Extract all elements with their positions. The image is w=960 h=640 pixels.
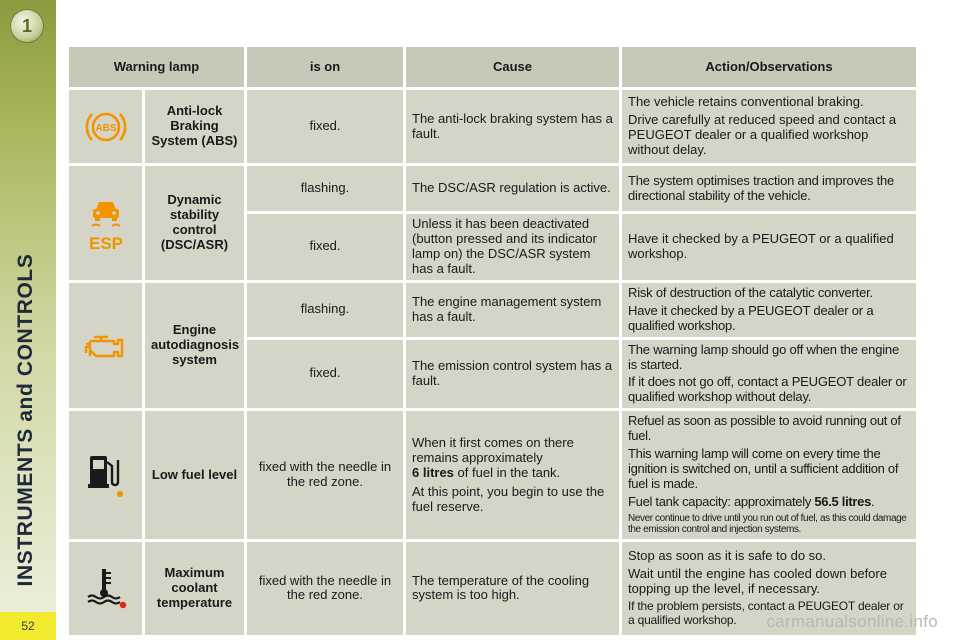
coolant-temperature-icon	[82, 567, 130, 609]
chapter-title: INSTRUMENTS and CONTROLS	[14, 253, 37, 587]
warning-lamp-table	[66, 44, 919, 638]
engine-icon-cell	[68, 281, 144, 410]
abs-icon-cell	[68, 89, 144, 165]
table-row-engine-flashing	[68, 281, 918, 338]
dsc-flashing-action-line-1: The system optimises traction and improves the directional stability of the vehicle.	[628, 172, 895, 203]
esp-warning-icon	[85, 194, 127, 252]
coolant-action-line-1: Stop as soon as it is safe to do so.	[628, 548, 827, 564]
dsc-fixed-cause: Unless it has been deactivated (button pressed and its indicator lamp on) the DSC/ASR system has a fault.	[405, 213, 621, 282]
fuel-cause-para-2: At this point, you begin to use the fuel reserve.	[412, 483, 605, 514]
fuel-capacity-end: .	[871, 494, 875, 509]
fuel-capacity-label: Fuel tank capacity: approximately	[628, 494, 812, 509]
engine-lamp-name: Engine autodiagnosis system	[144, 281, 246, 410]
coolant-icon-cell	[68, 540, 144, 636]
engine-fixed-action-line-1: The warning lamp should go off when the engine is started.	[628, 341, 899, 372]
abs-warning-icon	[84, 107, 128, 147]
table-row-abs	[68, 89, 918, 165]
chapter-badge	[11, 10, 43, 42]
dsc-lamp-name: Dynamic stability control (DSC/ASR)	[144, 165, 246, 282]
fuel-cause-litres: 6 litres	[412, 464, 454, 480]
abs-action-line-2: Drive carefully at reduced speed and contact a PEUGEOT dealer or a qualified workshop without delay.	[628, 112, 897, 157]
fuel-capacity-value: 56.5 litres	[814, 494, 872, 509]
header-warning-lamp: Warning lamp	[68, 46, 246, 89]
page-number: 52	[0, 612, 56, 640]
coolant-action-line-2: Wait until the engine has cooled down before topping up the level, if necessary.	[628, 566, 887, 597]
fuel-action-line-3	[628, 495, 910, 510]
engine-fixed-action-line-2: If it does not go off, contact a PEUGEOT dealer or qualified workshop without delay.	[628, 374, 907, 405]
fuel-cause-text-a: When it first comes on there remains approximately	[412, 434, 574, 465]
fuel-cause-para-1	[412, 436, 613, 481]
dsc-flashing-action	[621, 165, 918, 213]
watermark: carmanualsonline.info	[766, 612, 938, 631]
fuel-cause	[405, 410, 621, 541]
fuel-action-line-1: Refuel as soon as possible to avoid running out of fuel.	[628, 413, 901, 444]
dsc-fixed-is-on: fixed.	[246, 213, 405, 282]
sidebar	[0, 0, 56, 640]
dsc-fixed-action	[621, 213, 918, 282]
abs-cause: The anti-lock braking system has a fault.	[405, 89, 621, 165]
fuel-action	[621, 410, 918, 541]
engine-flashing-action-line-1: Risk of destruction of the catalytic converter.	[628, 284, 873, 300]
fuel-lamp-name: Low fuel level	[144, 410, 246, 541]
coolant-cause: The temperature of the cooling system is too high.	[405, 540, 621, 636]
engine-fixed-is-on: fixed.	[246, 338, 405, 410]
coolant-is-on: fixed with the needle in the red zone.	[246, 540, 405, 636]
table-header-row	[68, 46, 918, 89]
header-is-on: is on	[246, 46, 405, 89]
engine-warning-icon	[84, 329, 128, 363]
table-row-dsc-flashing	[68, 165, 918, 213]
abs-is-on: fixed.	[246, 89, 405, 165]
fuel-action-line-2: This warning lamp will come on every time the ignition is switched on, until a sufficient addition of fuel is made.	[628, 446, 899, 492]
header-cause: Cause	[405, 46, 621, 89]
coolant-action-line-3: If the problem persists, contact a PEUGEOT dealer or a qualified workshop.	[628, 599, 904, 627]
engine-flashing-action-line-2: Have it checked by a PEUGEOT dealer or a qualified workshop.	[628, 302, 874, 333]
dsc-fixed-action-line-1: Have it checked by a PEUGEOT or a qualified workshop.	[628, 230, 894, 261]
svg-text:ABS: ABS	[94, 122, 117, 134]
table-row-fuel	[68, 410, 918, 541]
chapter-number: 1	[21, 15, 32, 36]
esp-icon-cell	[68, 165, 144, 282]
svg-text:ESP: ESP	[88, 233, 123, 252]
coolant-lamp-name: Maximum coolant temperature	[144, 540, 246, 636]
engine-flashing-action	[621, 281, 918, 338]
abs-action	[621, 89, 918, 165]
fuel-icon-cell	[68, 410, 144, 541]
fuel-cause-text-b: of fuel in the tank.	[457, 464, 561, 480]
engine-flashing-is-on: flashing.	[246, 281, 405, 338]
abs-lamp-name: Anti-lock Braking System (ABS)	[144, 89, 246, 165]
header-action: Action/Observations	[621, 46, 918, 89]
engine-fixed-cause: The emission control system has a fault.	[405, 338, 621, 410]
fuel-pump-icon	[84, 452, 128, 498]
dsc-flashing-is-on: flashing.	[246, 165, 405, 213]
fuel-is-on: fixed with the needle in the red zone.	[246, 410, 405, 541]
abs-action-line-1: The vehicle retains conventional braking.	[628, 94, 864, 110]
engine-fixed-action	[621, 338, 918, 410]
dsc-flashing-cause: The DSC/ASR regulation is active.	[405, 165, 621, 213]
fuel-action-line-4: Never continue to drive until you run out of fuel, as this could damage the emission control and injection systems.	[628, 512, 907, 536]
engine-flashing-cause: The engine management system has a fault.	[405, 281, 621, 338]
